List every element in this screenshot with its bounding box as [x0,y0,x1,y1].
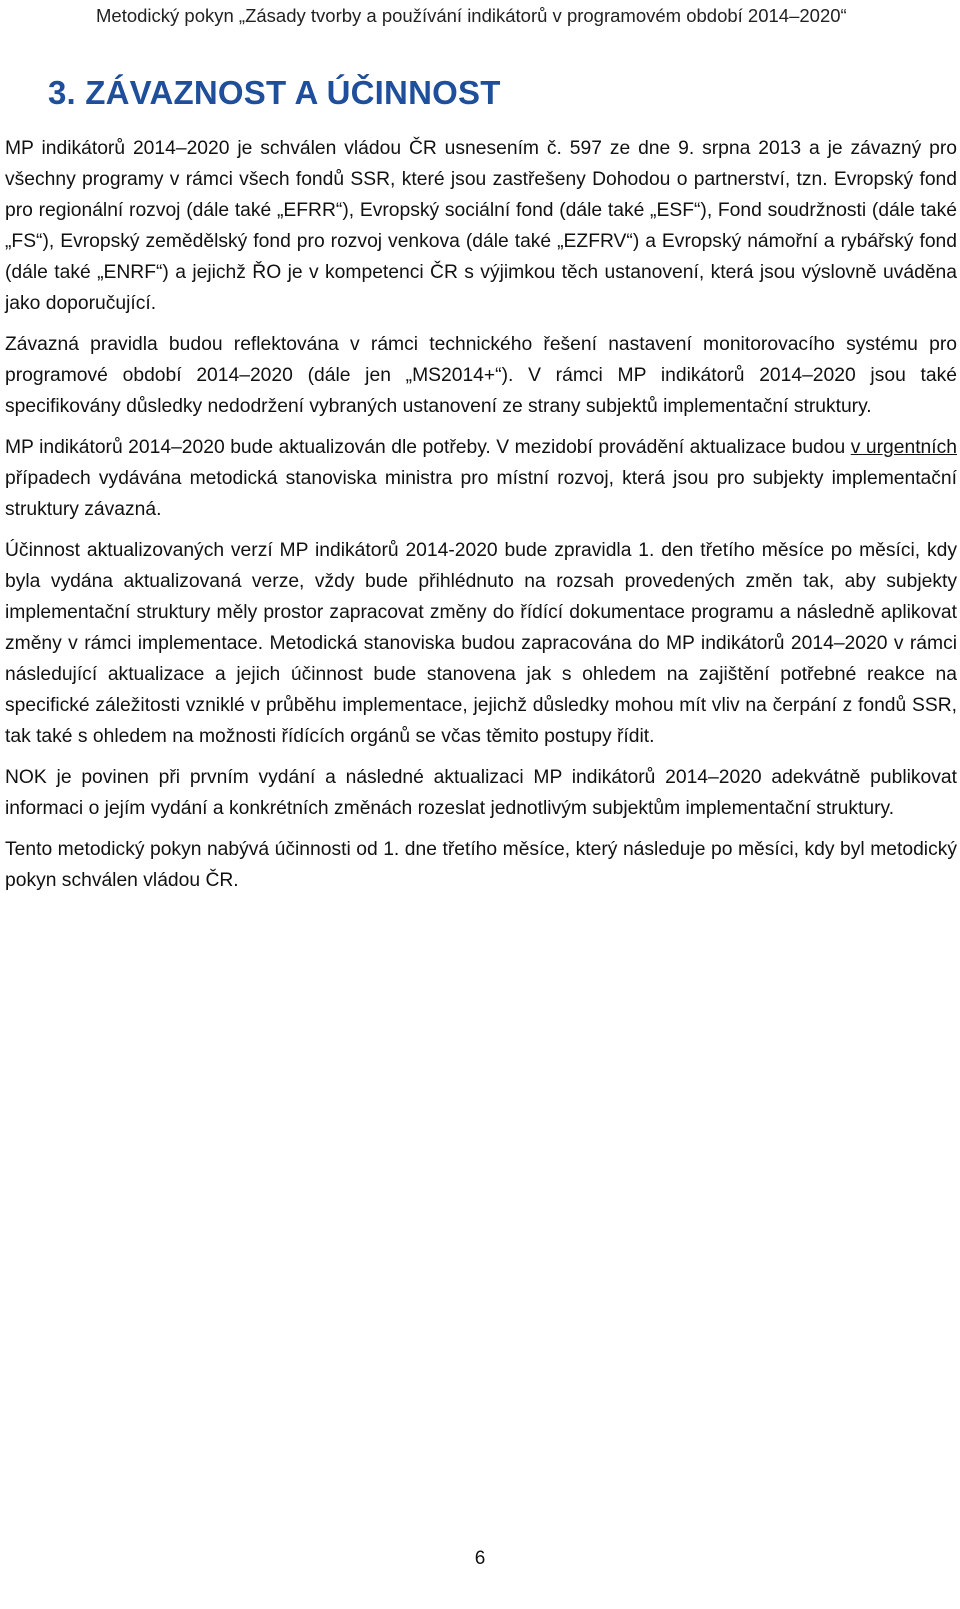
paragraph-binding-rules: Závazná pravidla budou reflektována v rámci technického řešení nastavení monitorovacího systému pro programové období 2014–2020 (dále jen „MS2014+“). V rámci MP indikátorů 2014–2020 jsou také specifikovány důsledky nedodržení vybraných ustanovení ze strany subjektů implementační struktury. [5,334,957,417]
document-body [5,133,957,906]
page-number: 6 [474,1548,486,1569]
paragraph-updates-text-after: případech vydávána metodická stanoviska ministra pro místní rozvoj, která jsou pro subjekty implementační struktury závazná. [5,468,957,520]
paragraph-updates [5,432,957,525]
paragraph-entry-into-force: Tento metodický pokyn nabývá účinnosti od 1. dne třetího měsíce, který následuje po měsíci, kdy byl metodický pokyn schválen vládou ČR. [5,839,957,891]
paragraph-updates-text-before: MP indikátorů 2014–2020 bude aktualizován dle potřeby. V mezidobí provádění aktualizace budou [5,437,851,458]
paragraph-nok-obligations: NOK je povinen při prvním vydání a následné aktualizaci MP indikátorů 2014–2020 adekvátně publikovat informaci o jejím vydání a konkrétních změnách rozeslat jednotlivým subjektům implementační struktury. [5,767,957,819]
running-header: Metodický pokyn „Zásady tvorby a používání indikátorů v programovém období 2014–2020“ [96,5,847,26]
section-title: 3. ZÁVAZNOST A ÚČINNOST [48,74,501,111]
paragraph-effectiveness: Účinnost aktualizovaných verzí MP indikátorů 2014-2020 bude zpravidla 1. den třetího měsíce po měsíci, kdy byla vydána aktualizovaná verze, vždy bude přihlédnuto na rozsah provedených změn tak, aby subjekty implementační struktury měly prostor zapracovat změny do řídící dokumentace programu a následně aplikovat změny v rámci implementace. Metodická stanoviska budou zapracována do MP indikátorů 2014–2020 v rámci následující aktualizace a jejich účinnost bude stanovena jak s ohledem na zajištění potřebné reakce na specifické záležitosti vzniklé v průběhu implementace, jejichž důsledky mohou mít vliv na čerpání z fondů SSR, tak také s ohledem na možnosti řídících orgánů se včas těmito postupy řídit. [5,540,957,747]
paragraph-updates-underlined-text: v urgentních [850,437,957,458]
paragraph-binding-force: MP indikátorů 2014–2020 je schválen vládou ČR usnesením č. 597 ze dne 9. srpna 2013 a je závazný pro všechny programy v rámci všech fondů SSR, které jsou zastřešeny Dohodou o partnerství, tzn. Evropský fond pro regionální rozvoj (dále také „EFRR“), Evropský sociální fond (dále také „ESF“), Fond soudržnosti (dále také „FS“), Evropský zemědělský fond pro rozvoj venkova (dále také „EZFRV“) a Evropský námořní a rybářský fond (dále také „ENRF“) a jejichž ŘO je v kompetenci ČR s výjimkou těch ustanovení, která jsou výslovně uváděna jako doporučující. [5,138,957,314]
